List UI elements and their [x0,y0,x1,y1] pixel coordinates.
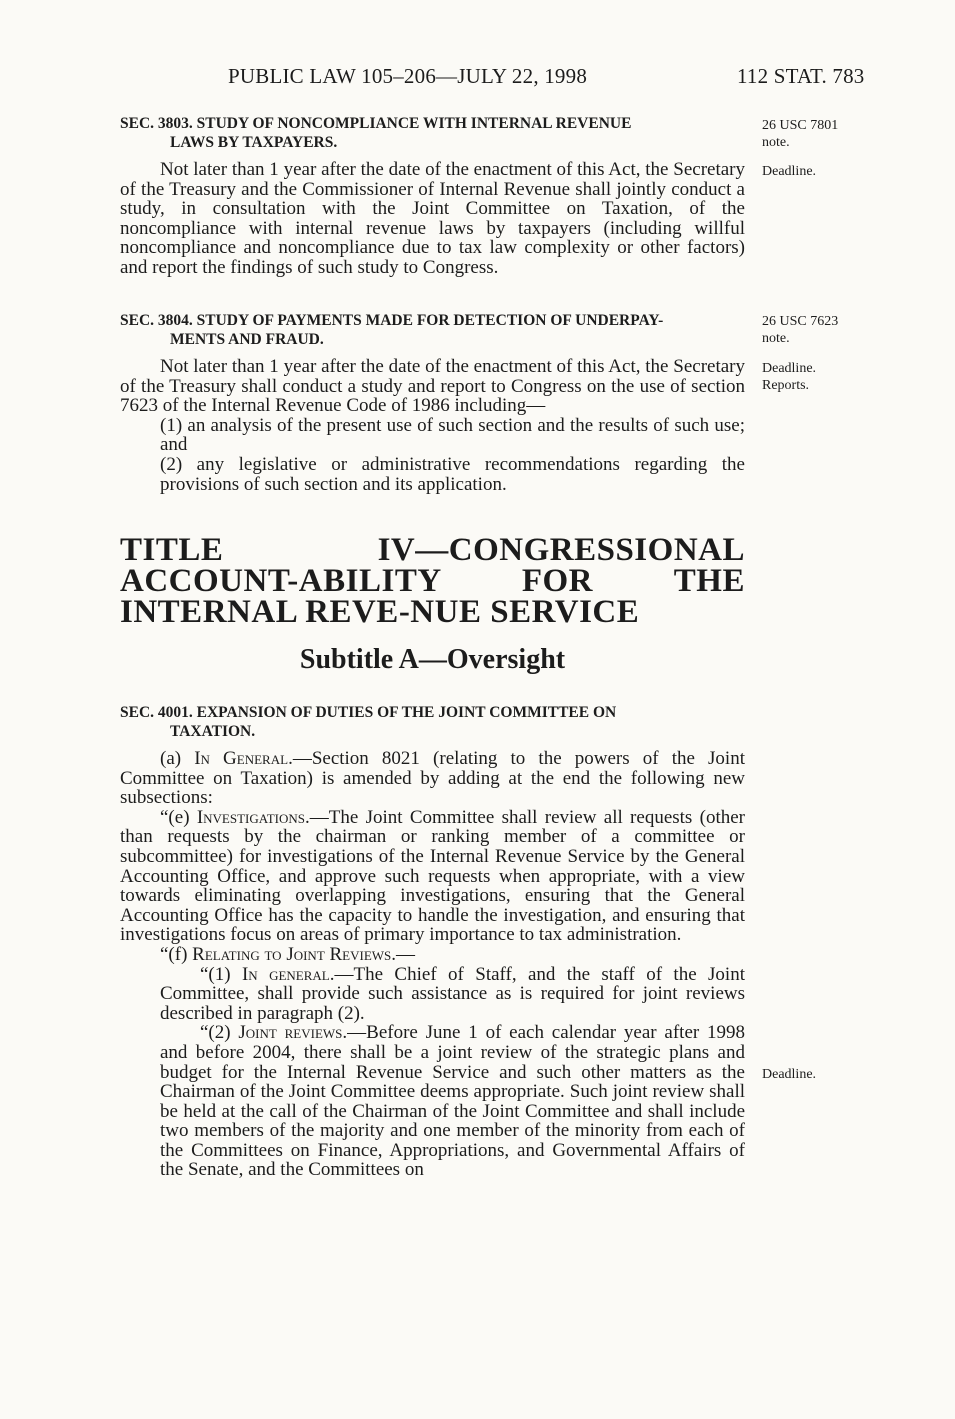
margin-note-3804-note: note. [762,331,790,346]
margin-note-3804-cite: 26 USC 7623 [762,314,839,329]
subsection-a-label: (a) [160,748,195,769]
section-3804-heading-line2: MENTS AND FRAUD. [170,331,324,348]
margin-note-3804-deadline: Deadline. [762,361,817,376]
margin-note-3803-cite: 26 USC 7801 [762,118,839,133]
section-4001-heading [120,703,745,741]
paragraph-f2 [120,1023,745,1180]
paragraph-f1-body: .—The Chief of Staff, and the staff of the Joint Committee, shall provide such assistance as is required for joint reviews described in paragraph (2). [160,963,745,1024]
section-3803-body: Not later than 1 year after the date of the enactment of this Act, the Secretary of the Treasury and the Commissioner of Internal Revenue shall jointly conduct a study, in consultation with the Joint Committee on Taxation, of the noncompliance with internal revenue laws by taxpayers (including willful noncompliance and noncompliance due to tax law complexity or other factors) and report the findings of such study to Congress. [120,159,745,278]
section-3804-item-2: (2) any legislative or administrative recommendations regarding the provisions of such section and its application. [160,453,745,495]
paragraph-f2-caption: Joint reviews [238,1022,343,1044]
subsection-f-label: “(f) [160,943,193,965]
subsection-e-caption: Investigations [196,806,305,828]
section-3803 [120,114,745,278]
subsection-e [120,808,745,945]
margin-note-3803-deadline: Deadline. [762,164,817,179]
subtitle-a-heading: Subtitle A—Oversight [299,644,566,675]
running-header-left: PUBLIC LAW 105–206—JULY 22, 1998 [228,64,588,88]
subsection-e-body: .—The Joint Committee shall review all requests (other than requests by the chairman or ranking member of a committee or subcommittee) for investigations of the Internal Revenue Service by the General Accounting Office, and approve such requests when appropriate, with a view towards eliminating overlapping investigations, ensuring that the General Accounting Office has the capacity to handle the investigation, and ensuring that investigations focus on areas of primary importance to tax administration. [120,806,745,946]
section-3804-body: Not later than 1 year after the date of the enactment of this Act, the Secretary of the Treasury shall conduct a study and report to Congress on the use of section 7623 of the Internal Revenue Code of 1986 including— [120,356,745,417]
subsection-f-body: .— [391,943,416,965]
section-3804 [120,311,745,494]
subsection-e-label: “(e) [160,806,197,828]
margin-note-4001-deadline: Deadline. [762,1067,817,1082]
paragraph-f2-body: .—Before June 1 of each calendar year after 1998 and before 2004, there shall be a joint review of the strategic plans and budget for the Internal Revenue Service and such other matters as the Chairman of the Joint Committee deems appropriate. Such joint review shall be held at the call of the Chairman of the Joint Committee and shall include two members of the majority and one member of the minority from each of the Committees on Finance, Appropriations, and Governmental Affairs of the Senate, and the Committees on [160,1022,745,1181]
section-3803-heading [120,114,745,152]
section-3804-heading-line1: SEC. 3804. STUDY OF PAYMENTS MADE FOR DETECTION OF UNDERPAY- [120,312,664,329]
paragraph-f1-label: “(1) [200,963,242,985]
paragraph-f1-caption: In general [241,963,330,985]
subsection-a [120,749,745,808]
paragraph-f1 [120,965,745,1024]
subsection-a-body: .—Section 8021 (relating to the powers of the Joint Committee on Taxation) is amended by adding at the end the following new subsections: [120,748,745,809]
section-3804-heading [120,311,745,349]
subsection-f-caption: Relating to Joint Reviews [192,943,392,965]
section-4001 [120,703,745,1180]
margin-note-3803-note: note. [762,135,790,150]
title-iv-heading: TITLE IV—CONGRESSIONAL ACCOUNT-ABILITY FOR THE INTERNAL REVE-NUE SERVICE [120,532,745,630]
subsection-f [120,945,745,965]
paragraph-f2-label: “(2) [200,1022,239,1044]
subsection-a-caption: In General [194,748,289,769]
running-header-right: 112 STAT. 783 [737,64,865,88]
section-3803-heading-line1: SEC. 3803. STUDY OF NONCOMPLIANCE WITH INTERNAL REVENUE [120,115,632,132]
section-3803-heading-line2: LAWS BY TAXPAYERS. [170,134,338,151]
margin-note-3804-reports: Reports. [762,378,810,393]
section-4001-heading-line1: SEC. 4001. EXPANSION OF DUTIES OF THE JOINT COMMITTEE ON [120,704,617,721]
section-3804-item-1: (1) an analysis of the present use of such section and the results of such use; and [160,414,745,456]
section-4001-heading-line2: TAXATION. [170,723,256,740]
